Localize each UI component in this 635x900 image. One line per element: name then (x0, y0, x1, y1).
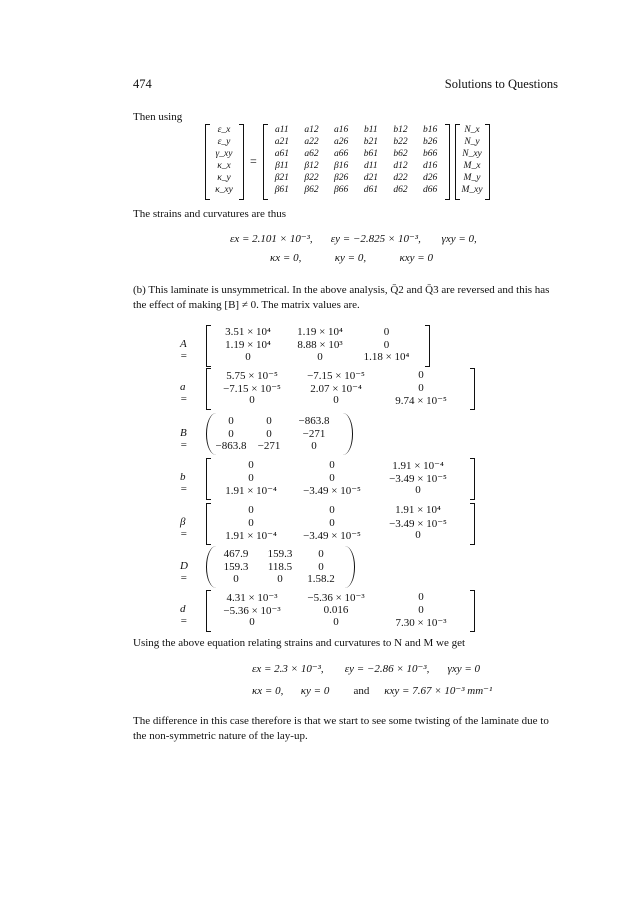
rhs-entry-4: M_y (463, 173, 481, 183)
kappa-y: κy = 0, (334, 252, 367, 264)
compliance-cell: d21 (363, 173, 378, 183)
using-text: Using the above equation relating strains and curvatures to N and M we get (133, 637, 466, 649)
matrix-cell: 5.75 × 10⁻⁵ (226, 370, 278, 382)
kappa-xy-2: κxy = 7.67 × 10⁻³ mm⁻¹ (384, 685, 493, 697)
compliance-cell: a11 (275, 125, 289, 135)
matrix-cell: 1.91 × 10⁻⁴ (225, 530, 277, 542)
compliance-cell: d61 (363, 185, 378, 195)
matrix-entries (212, 459, 462, 497)
matrix-cell: −271 (257, 440, 281, 452)
conclusion-text: The difference in this case therefore is that we start to see some twisting of the laminate due to the non-symmetric nature of the lay-up. (133, 715, 549, 742)
kappa-y-2: κy = 0 (300, 685, 330, 697)
matrix-cell: 0 (249, 394, 255, 406)
matrix-cell: 0 (333, 616, 339, 628)
matrix-cell: 0 (318, 548, 324, 560)
compliance-cell: b12 (393, 125, 408, 135)
equals-sign: = (250, 154, 257, 168)
compliance-cell: b11 (364, 125, 378, 135)
compliance-cell: β11 (275, 161, 289, 171)
lhs-entry-2: γ_xy (215, 149, 233, 159)
matrix-cell: 3.51 × 10⁴ (225, 326, 271, 338)
right-bracket (470, 503, 475, 545)
compliance-cell: d12 (393, 161, 408, 171)
compliance-cell: a66 (334, 149, 349, 159)
matrix-cell: 0 (383, 326, 390, 338)
rhs-entry-5: M_xy (461, 185, 483, 195)
matrix-label: b = (180, 470, 188, 495)
left-bracket (206, 590, 211, 632)
compliance-cell: a26 (334, 137, 349, 147)
matrix-cell: 0 (228, 427, 234, 440)
matrix-cell: 0 (249, 616, 255, 628)
running-title: Solutions to Questions (444, 77, 558, 91)
lhs-entry-4: κ_y (217, 173, 231, 183)
compliance-cell: a12 (304, 125, 319, 135)
compliance-cell: β16 (334, 161, 349, 171)
matrix-cell: 0 (266, 415, 272, 427)
right-bracket (470, 368, 475, 410)
matrix-label: β = (180, 515, 188, 540)
compliance-cell: a22 (304, 137, 319, 147)
compliance-cell: a61 (274, 149, 289, 159)
matrix-cell: 0 (266, 427, 272, 440)
left-bracket (206, 368, 211, 410)
matrix-cell: −863.8 (298, 415, 330, 427)
matrix-cell: 8.88 × 10³ (297, 338, 343, 351)
compliance-cell: d11 (364, 161, 378, 171)
matrix-label: D = (180, 559, 188, 584)
matrix-cell: 0 (329, 504, 335, 516)
eps-y-2: εy = −2.86 × 10⁻³, (344, 663, 430, 675)
matrix-cell: 159.3 (223, 560, 249, 573)
strain-curvature-system (205, 124, 505, 200)
matrix-cell: 0 (418, 603, 424, 616)
right-bracket (342, 413, 353, 455)
matrix-cell: 1.19 × 10⁴ (225, 338, 271, 351)
matrix-cell: 0 (228, 415, 234, 427)
right-bracket (470, 590, 475, 632)
matrix-entries (212, 326, 417, 364)
matrix-cell: 4.31 × 10⁻³ (226, 592, 278, 604)
matrix-cell: 0 (383, 338, 390, 351)
compliance-cell: d16 (423, 161, 438, 171)
matrix-cell: 0 (329, 516, 335, 529)
compliance-cell: a62 (304, 149, 319, 159)
page-number: 474 (133, 77, 152, 91)
compliance-cell: b21 (363, 137, 378, 147)
rhs-entry-0: N_x (464, 125, 480, 135)
compliance-cell: d62 (393, 185, 408, 195)
left-bracket (206, 458, 211, 500)
matrix-entries (212, 504, 462, 542)
matrix-cell: 0 (248, 504, 254, 516)
matrix-entries (212, 369, 462, 407)
matrix-cell: 9.74 × 10⁻⁵ (395, 395, 447, 407)
result1-line2 (270, 252, 433, 264)
matrix-cell: −5.36 × 10⁻³ (307, 592, 365, 604)
gamma-xy-2: γxy = 0 (447, 663, 481, 675)
eps-y: εy = −2.825 × 10⁻³, (330, 233, 421, 245)
matrix-cell: 467.9 (223, 548, 249, 560)
matrix-cell: 159.3 (267, 548, 293, 560)
result1-line1 (230, 232, 477, 245)
matrix-label: a = (180, 380, 188, 405)
compliance-cell: b22 (393, 137, 408, 147)
matrix-cell: −7.15 × 10⁻⁵ (223, 382, 281, 395)
compliance-cell: d66 (423, 185, 438, 195)
compliance-cell: b61 (363, 149, 378, 159)
matrix-cell: −3.49 × 10⁻⁵ (303, 485, 361, 497)
matrix-cell: 118.5 (267, 560, 293, 573)
matrix-cell: 0 (329, 459, 335, 471)
matrix-cell: −3.49 × 10⁻⁵ (389, 472, 447, 485)
matrix-cell: 0 (415, 529, 421, 541)
matrix-cell: 0 (245, 351, 251, 363)
compliance-cell: b66 (423, 149, 438, 159)
matrix-cell: 0 (418, 591, 424, 603)
matrix-cell: 0 (418, 369, 424, 381)
compliance-cell: β66 (334, 185, 349, 195)
right-bracket (344, 546, 355, 588)
and-word: and (353, 685, 370, 697)
eps-x-2: εx = 2.3 × 10⁻³, (252, 663, 324, 675)
compliance-cell: β21 (274, 173, 289, 183)
compliance-cell: b26 (423, 137, 438, 147)
matrix-cell: 0 (318, 560, 324, 573)
matrix-cell: 0 (248, 459, 254, 471)
matrix-label: B = (180, 426, 188, 451)
matrix-label: d = (180, 602, 188, 627)
matrix-entries (212, 591, 462, 629)
compliance-cell: β26 (334, 173, 349, 183)
compliance-cell: β12 (304, 161, 319, 171)
matrix-cell: 0 (311, 440, 317, 452)
matrix-cell: 1.91 × 10⁻⁴ (225, 485, 277, 497)
matrix-cell: 0 (415, 484, 421, 496)
kappa-x: κx = 0, (270, 252, 302, 264)
matrix-cell: 0 (329, 471, 335, 484)
matrix-cell: 1.19 × 10⁴ (297, 326, 343, 338)
matrix-cell: 2.07 × 10⁻⁴ (310, 382, 362, 395)
matrix-entries (212, 415, 340, 453)
matrix-entries (212, 548, 342, 586)
rhs-entry-3: M_x (463, 161, 481, 171)
result2-line2 (252, 684, 492, 697)
matrix-cell: −7.15 × 10⁻⁵ (307, 370, 365, 382)
result2-line1 (252, 662, 480, 675)
matrix-cell: 1.91 × 10⁴ (395, 504, 441, 516)
matrix-label: A = (180, 337, 188, 362)
lhs-entry-3: κ_x (217, 161, 231, 171)
kappa-x-2: κx = 0, (252, 685, 284, 697)
right-bracket (425, 325, 430, 367)
matrix-cell: 0 (233, 573, 239, 585)
matrix-cell: 0 (248, 471, 254, 484)
lhs-entry-5: κ_xy (215, 185, 233, 195)
compliance-cell: b62 (393, 149, 408, 159)
matrix-cell: 1.18 × 10⁴ (363, 351, 410, 363)
matrix-cell: 0 (248, 516, 254, 529)
matrix-cell: −3.49 × 10⁻⁵ (303, 530, 361, 542)
compliance-cell: β62 (304, 185, 319, 195)
compliance-cell: β61 (274, 185, 289, 195)
matrix-cell: −863.8 (215, 440, 247, 452)
rhs-entry-1: N_y (464, 137, 480, 147)
compliance-cell: a16 (334, 125, 349, 135)
matrix-cell: −5.36 × 10⁻³ (223, 604, 281, 617)
compliance-cell: a21 (274, 137, 289, 147)
right-bracket (470, 458, 475, 500)
gamma-xy: γxy = 0, (441, 233, 477, 245)
left-bracket (206, 503, 211, 545)
eps-x: εx = 2.101 × 10⁻³, (230, 233, 313, 245)
compliance-cell: d22 (393, 173, 408, 183)
matrix-cell: 1.58.2 (307, 573, 335, 585)
matrix-cell: −271 (302, 427, 326, 440)
matrix-cell: 0 (277, 573, 283, 585)
left-bracket (206, 325, 211, 367)
matrix-cell: 0.016 (323, 603, 349, 616)
strains-intro: The strains and curvatures are thus (133, 208, 287, 220)
matrix-cell: 0 (317, 351, 323, 363)
matrix-cell: 0 (418, 381, 424, 394)
compliance-cell: b16 (423, 125, 438, 135)
matrix-cell: 0 (333, 394, 339, 406)
lhs-entry-1: ε_y (217, 137, 231, 147)
lhs-entry-0: ε_x (217, 125, 231, 135)
matrix-cell: −3.49 × 10⁻⁵ (389, 517, 447, 530)
matrix-cell: 1.91 × 10⁻⁴ (392, 460, 444, 472)
rhs-entry-2: N_xy (462, 149, 482, 159)
intro-text: Then using (133, 111, 183, 123)
kappa-xy: κxy = 0 (399, 252, 433, 264)
compliance-cell: β22 (304, 173, 319, 183)
part-b-text: (b) This laminate is unsymmetrical. In the above analysis, Q̄2 and Q̄3 are reversed and this has the effect of making [B] ≠ 0. The matrix values are. (133, 284, 550, 311)
matrix-cell: 7.30 × 10⁻³ (395, 617, 447, 629)
compliance-cell: d26 (423, 173, 438, 183)
